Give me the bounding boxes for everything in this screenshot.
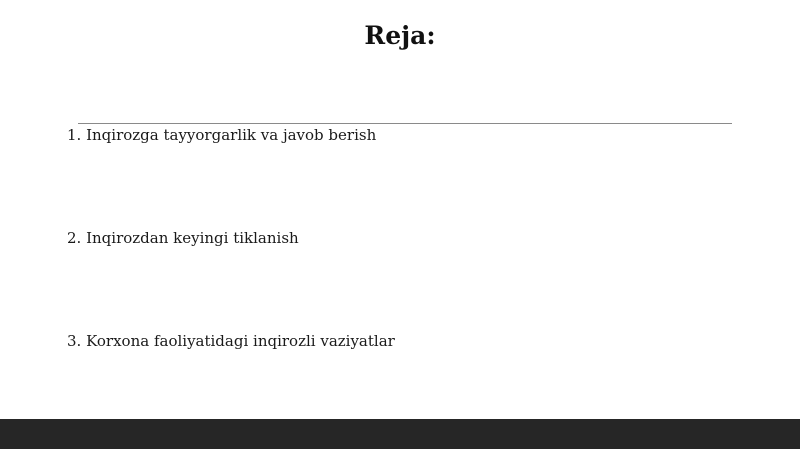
plan-item-1: 1. Inqirozga tayyorgarlik va javob berish	[67, 126, 377, 144]
divider-line	[78, 123, 732, 124]
plan-item-3: 3. Korxona faoliyatidagi inqirozli vaziyatlar	[67, 332, 395, 350]
bottom-bar	[0, 419, 800, 449]
slide-title: Reja:	[364, 21, 436, 50]
plan-item-2: 2. Inqirozdan keyingi tiklanish	[67, 229, 299, 247]
